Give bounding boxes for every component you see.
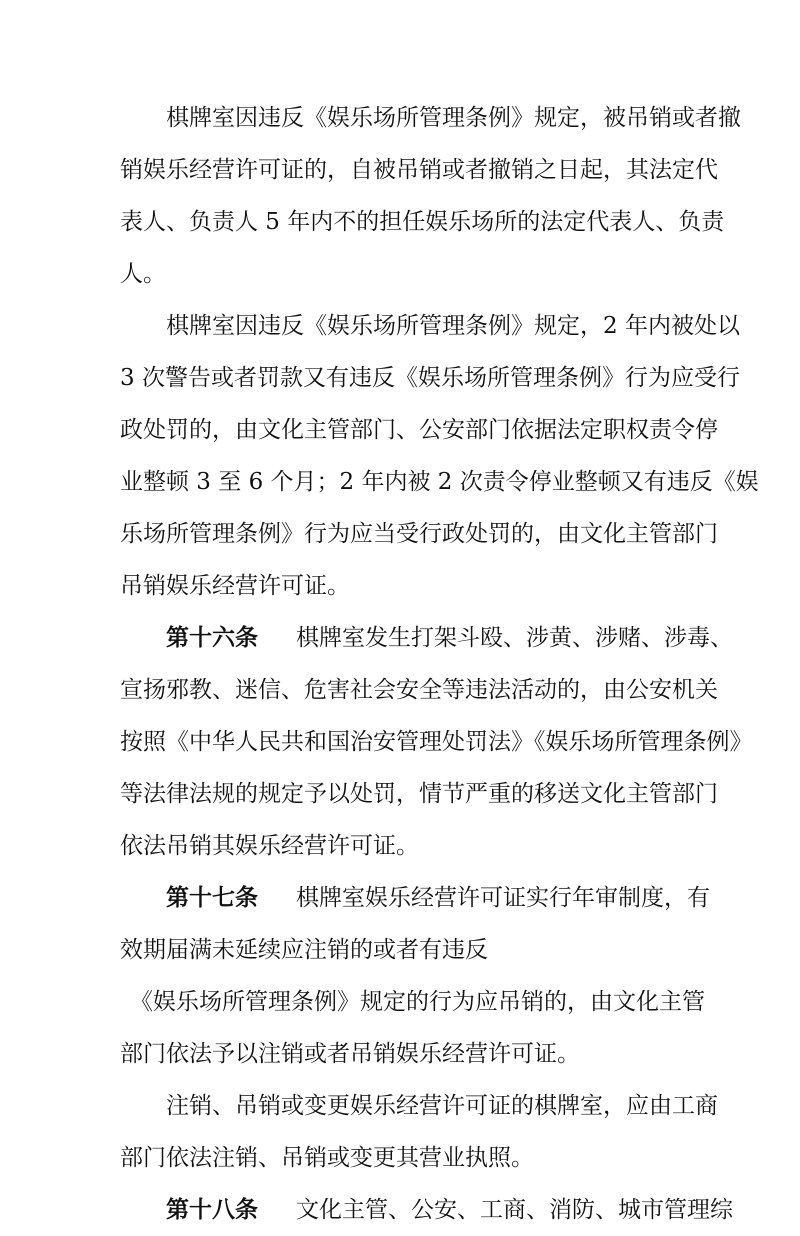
paragraph [120, 92, 741, 300]
text-line: 部门依法注销、吊销或变更其营业执照。 [120, 1145, 534, 1171]
text-line: 《娱乐场所管理条例》规定的行为应吊销的，由文化主管 [130, 989, 705, 1015]
text-line: 注销、吊销或变更娱乐经营许可证的棋牌室，应由工商 [166, 1093, 718, 1119]
article-text: 棋牌室发生打架斗殴、涉黄、涉赌、涉毒、 [296, 625, 733, 651]
article-text: 文化主管、公安、工商、消防、城市管理综 [296, 1197, 733, 1223]
text-line [120, 872, 710, 924]
text-line [120, 612, 733, 664]
article-label: 第十七条 [166, 884, 258, 911]
text-line: 政处罚的，由文化主管部门、公安部门依据法定职权责令停 [120, 417, 718, 443]
article-label: 第十八条 [166, 1196, 258, 1223]
text-line: 吊销娱乐经营许可证。 [120, 573, 350, 599]
text-line: 按照《中华人民共和国治安管理处罚法》《娱乐场所管理条例》 [120, 729, 753, 755]
text-line: 依法吊销其娱乐经营许可证。 [120, 833, 419, 859]
text-line: 等法律法规的规定予以处罚，情节严重的移送文化主管部门 [120, 781, 718, 807]
text-line [120, 1184, 733, 1236]
text-line: 效期届满未延续应注销的或者有违反 [120, 937, 488, 963]
text-line: 表人、负责人 5 年内不的担任娱乐场所的法定代表人、负责 [120, 209, 725, 235]
article-16 [120, 612, 753, 872]
article-label: 第十六条 [166, 624, 258, 651]
text-line: 业整顿 3 至 6 个月；2 年内被 2 次责令停业整顿又有违反《娱 [120, 469, 759, 495]
text-line: 乐场所管理条例》行为应当受行政处罚的，由文化主管部门 [120, 521, 718, 547]
text-line: 宣扬邪教、迷信、危害社会安全等违法活动的，由公安机关 [120, 677, 718, 703]
text-line: 销娱乐经营许可证的，自被吊销或者撤销之日起，其法定代 [120, 157, 718, 183]
text-line: 棋牌室因违反《娱乐场所管理条例》规定，被吊销或者撤 [166, 105, 741, 131]
text-line: 棋牌室因违反《娱乐场所管理条例》规定，2 年内被处以 [166, 313, 740, 339]
paragraph [120, 1080, 718, 1184]
text-line: 人。 [120, 261, 166, 287]
article-text: 棋牌室娱乐经营许可证实行年审制度，有 [296, 885, 710, 911]
text-line: 3 次警告或者罚款又有违反《娱乐场所管理条例》行为应受行 [120, 365, 740, 391]
article-18 [120, 1184, 733, 1236]
article-17 [120, 872, 710, 1080]
text-line: 部门依法予以注销或者吊销娱乐经营许可证。 [120, 1041, 580, 1067]
paragraph [120, 300, 759, 612]
